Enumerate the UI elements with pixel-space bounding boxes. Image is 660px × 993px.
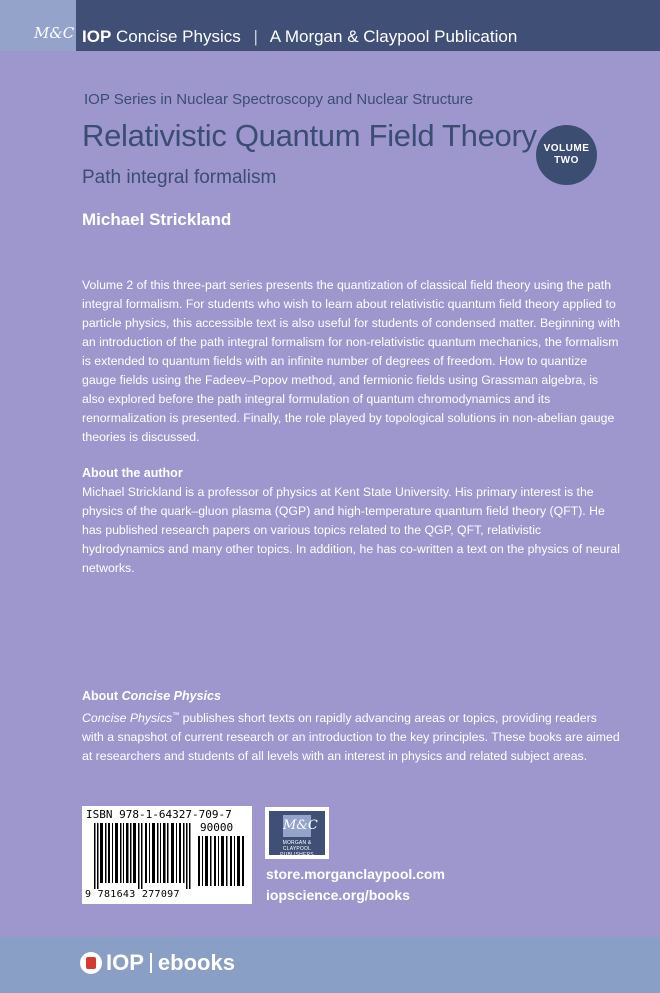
brand-publisher: A Morgan & Claypool Publication: [269, 27, 518, 46]
barcode-digits: 9 781643 277097: [85, 889, 180, 900]
mc-logo: M&C: [34, 24, 75, 42]
author-name: Michael Strickland: [82, 210, 232, 229]
iopscience-url[interactable]: iopscience.org/books: [266, 887, 410, 903]
footer-ebooks: ebooks: [157, 950, 235, 975]
brand-separator: |: [253, 27, 258, 46]
price-barcode-bars: [198, 836, 246, 886]
about-cp-heading: About Concise Physics: [82, 689, 221, 703]
brand-iop: IOP: [82, 27, 112, 46]
book-title: Relativistic Quantum Field Theory: [82, 118, 537, 153]
volume-number: TWO: [554, 155, 579, 166]
morgan-claypool-logo: [265, 807, 329, 859]
book-description: [82, 276, 622, 447]
iop-ebooks-logo: [80, 950, 235, 976]
mcp-mc-mark: M&C: [283, 815, 311, 837]
description-text: Volume 2 of this three-part series presents the quantization of classical field theory using the path integral formalism. For students who wish to learn about relativistic quantum field theory applied to particle physics, this accessible text is also useful for students of condensed matter. Beginning with an introduction of the path integral formalism for non-relativistic quantum mechanics, the formalism is extended to quantum fields with an infinite number of degrees of freedom. How to quantize gauge fields using the Fadeev–Popov method, and fermionic fields using Grassman algebra, is also explored before the path integral formulation of quantum chromodynamics and its renormalization is presented. Finally, the role played by topological solutions in non-abelian gauge theories is discussed.: [82, 278, 620, 444]
header-bar: [0, 0, 660, 51]
price-code: 90000: [200, 821, 234, 834]
about-concise-physics-section: [82, 687, 622, 766]
brand-line: [82, 27, 517, 47]
mc-logo-box: [0, 0, 76, 51]
store-url[interactable]: store.morganclaypool.com: [266, 866, 445, 882]
barcode-bars: [94, 823, 194, 889]
series-name: IOP Series in Nuclear Spectroscopy and Nuclear Structure: [84, 91, 474, 108]
about-cp-text: Concise Physics™ publishes short texts on rapidly advancing areas or topics, providing readers with a snapshot of current research or an introduction to the key principles. These books are aimed at researchers and students of all levels with an interest in physics and related subject areas.: [82, 711, 620, 764]
about-author-heading: About the author: [82, 466, 183, 480]
footer-divider: [150, 953, 152, 973]
volume-badge: [536, 125, 597, 185]
isbn-text: ISBN 978-1-64327-709-7: [86, 808, 232, 821]
iop-icon: [80, 952, 102, 974]
isbn-barcode: [82, 806, 252, 904]
about-author-text: Michael Strickland is a professor of physics at Kent State University. His primary interest is the physics of the quark–gluon plasma (QGP) and high-temperature quantum field theory (QFT). He has published research papers on various topics related to the QGP, QFT, relativistic hydrodynamics and many other topics. In addition, he has co-written a text on the physics of neural networks.: [82, 485, 620, 575]
mcp-logo-text: MORGAN & CLAYPOOL PUBLISHERS: [280, 840, 314, 858]
brand-concise-physics: Concise Physics: [116, 27, 241, 46]
volume-label: VOLUME: [543, 143, 590, 154]
footer-iop: IOP: [106, 950, 144, 975]
about-author-section: [82, 464, 622, 578]
book-subtitle: Path integral formalism: [82, 167, 277, 188]
